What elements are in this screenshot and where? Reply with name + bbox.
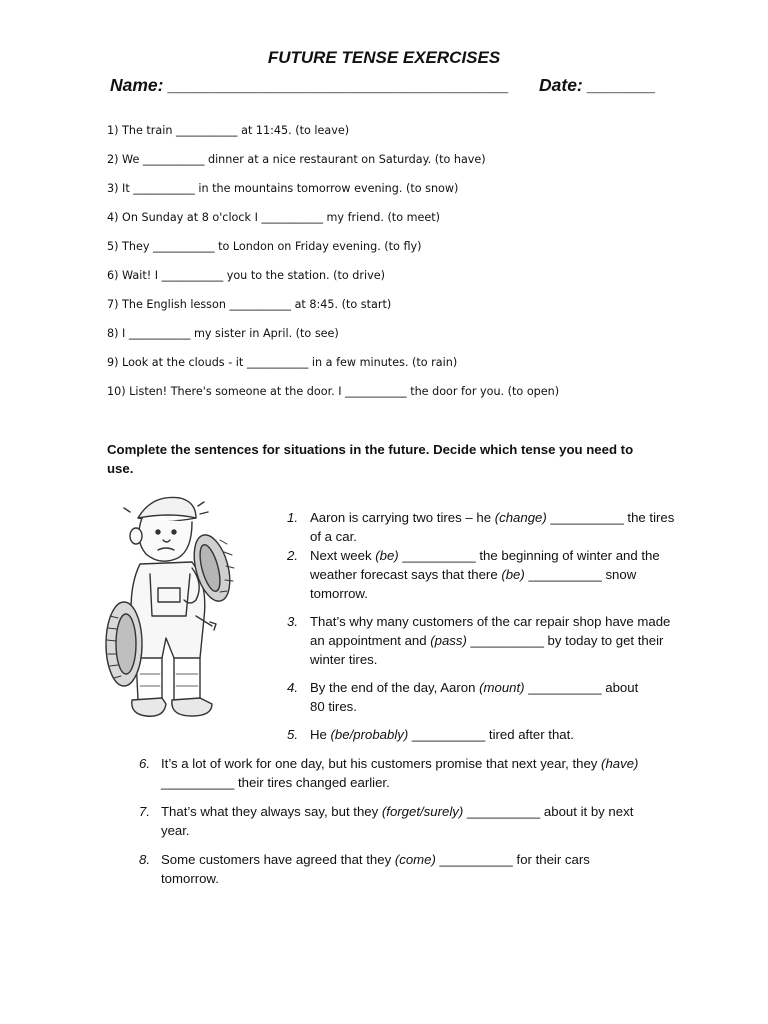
exercise-2-item — [287, 612, 677, 669]
exercise-1-item: 9) Look at the clouds - it ___________ in a few minutes. (to rain) — [107, 356, 458, 369]
sentence-text: By the end of the day, Aaron — [310, 680, 480, 695]
exercise-2-item — [287, 725, 677, 744]
sentence-text: __________ by today to get their winter tires. — [310, 633, 664, 667]
date-field: Date: _______ — [539, 75, 656, 95]
exercise-1-item: 7) The English lesson ___________ at 8:45. (to start) — [107, 298, 392, 311]
item-number: 7. — [139, 804, 150, 819]
instructions: Complete the sentences for situations in the future. Decide which tense you need to use. — [107, 442, 634, 476]
sentence-text: __________ about 80 tires. — [310, 680, 639, 714]
sentence-text: Some customers have agreed that they — [161, 852, 395, 867]
verb-hint: (come) — [394, 852, 436, 867]
sentence-text: Aaron is carrying two tires – he — [310, 510, 495, 525]
sentence-text: That’s why many customers of the car repair shop have made an appointment and — [310, 614, 671, 648]
exercise-2-item — [287, 678, 647, 716]
item-number: 5. — [287, 727, 298, 742]
verb-hint: (have) — [601, 756, 639, 771]
exercise-1-item: 6) Wait! I ___________ you to the station. (to drive) — [107, 269, 385, 282]
sentence-text: __________ for their cars tomorrow. — [161, 852, 590, 886]
verb-hint: (be) — [375, 548, 399, 563]
exercise-2-item — [287, 546, 667, 603]
exercise-2-item — [139, 850, 639, 888]
exercise-1-item: 1) The train ___________ at 11:45. (to leave) — [107, 124, 350, 137]
exercise-1-item: 4) On Sunday at 8 o'clock I ___________ my friend. (to meet) — [107, 211, 441, 224]
sentence-text: __________ tired after that. — [408, 727, 574, 742]
exercise-2-item — [139, 802, 659, 840]
verb-hint: (change) — [494, 510, 547, 525]
sentence-text: He — [310, 727, 331, 742]
mechanic-carrying-tires-illustration — [100, 488, 250, 738]
sentence-text: __________ snow tomorrow. — [310, 567, 637, 601]
exercise-1-item: 3) It ___________ in the mountains tomorrow evening. (to snow) — [107, 182, 459, 195]
sentence-text: __________ the beginning of winter and the weather forecast says that there — [310, 548, 660, 582]
exercise-1-item: 8) I ___________ my sister in April. (to see) — [107, 327, 339, 340]
sentence-text: It’s a lot of work for one day, but his customers promise that next year, they — [161, 756, 602, 771]
item-number: 2. — [287, 548, 298, 563]
verb-hint: (forget/surely) — [381, 804, 464, 819]
sentence-text: __________ about it by next year. — [161, 804, 634, 838]
exercise-1-item: 10) Listen! There's someone at the door. I ___________ the door for you. (to open) — [107, 385, 560, 398]
exercise-1-item: 5) They ___________ to London on Friday evening. (to fly) — [107, 240, 422, 253]
verb-hint: (be) — [501, 567, 525, 582]
verb-hint: (be/probably) — [330, 727, 409, 742]
item-number: 1. — [287, 510, 298, 525]
page-title: FUTURE TENSE EXERCISES — [267, 48, 501, 67]
verb-hint: (pass) — [430, 633, 467, 648]
item-number: 6. — [139, 756, 150, 771]
exercise-1-item: 2) We ___________ dinner at a nice restaurant on Saturday. (to have) — [107, 153, 486, 166]
exercise-2-item — [287, 508, 677, 546]
item-number: 3. — [287, 614, 298, 629]
sentence-text: That’s what they always say, but they — [161, 804, 382, 819]
verb-hint: (mount) — [479, 680, 525, 695]
exercise-2-item — [139, 754, 659, 792]
sentence-text: __________ their tires changed earlier. — [161, 775, 390, 790]
item-number: 4. — [287, 680, 298, 695]
item-number: 8. — [139, 852, 150, 867]
sentence-text: __________ the tires of a car. — [310, 510, 675, 544]
name-field: Name: ___________________________________ — [110, 75, 509, 95]
sentence-text: Next week — [310, 548, 376, 563]
